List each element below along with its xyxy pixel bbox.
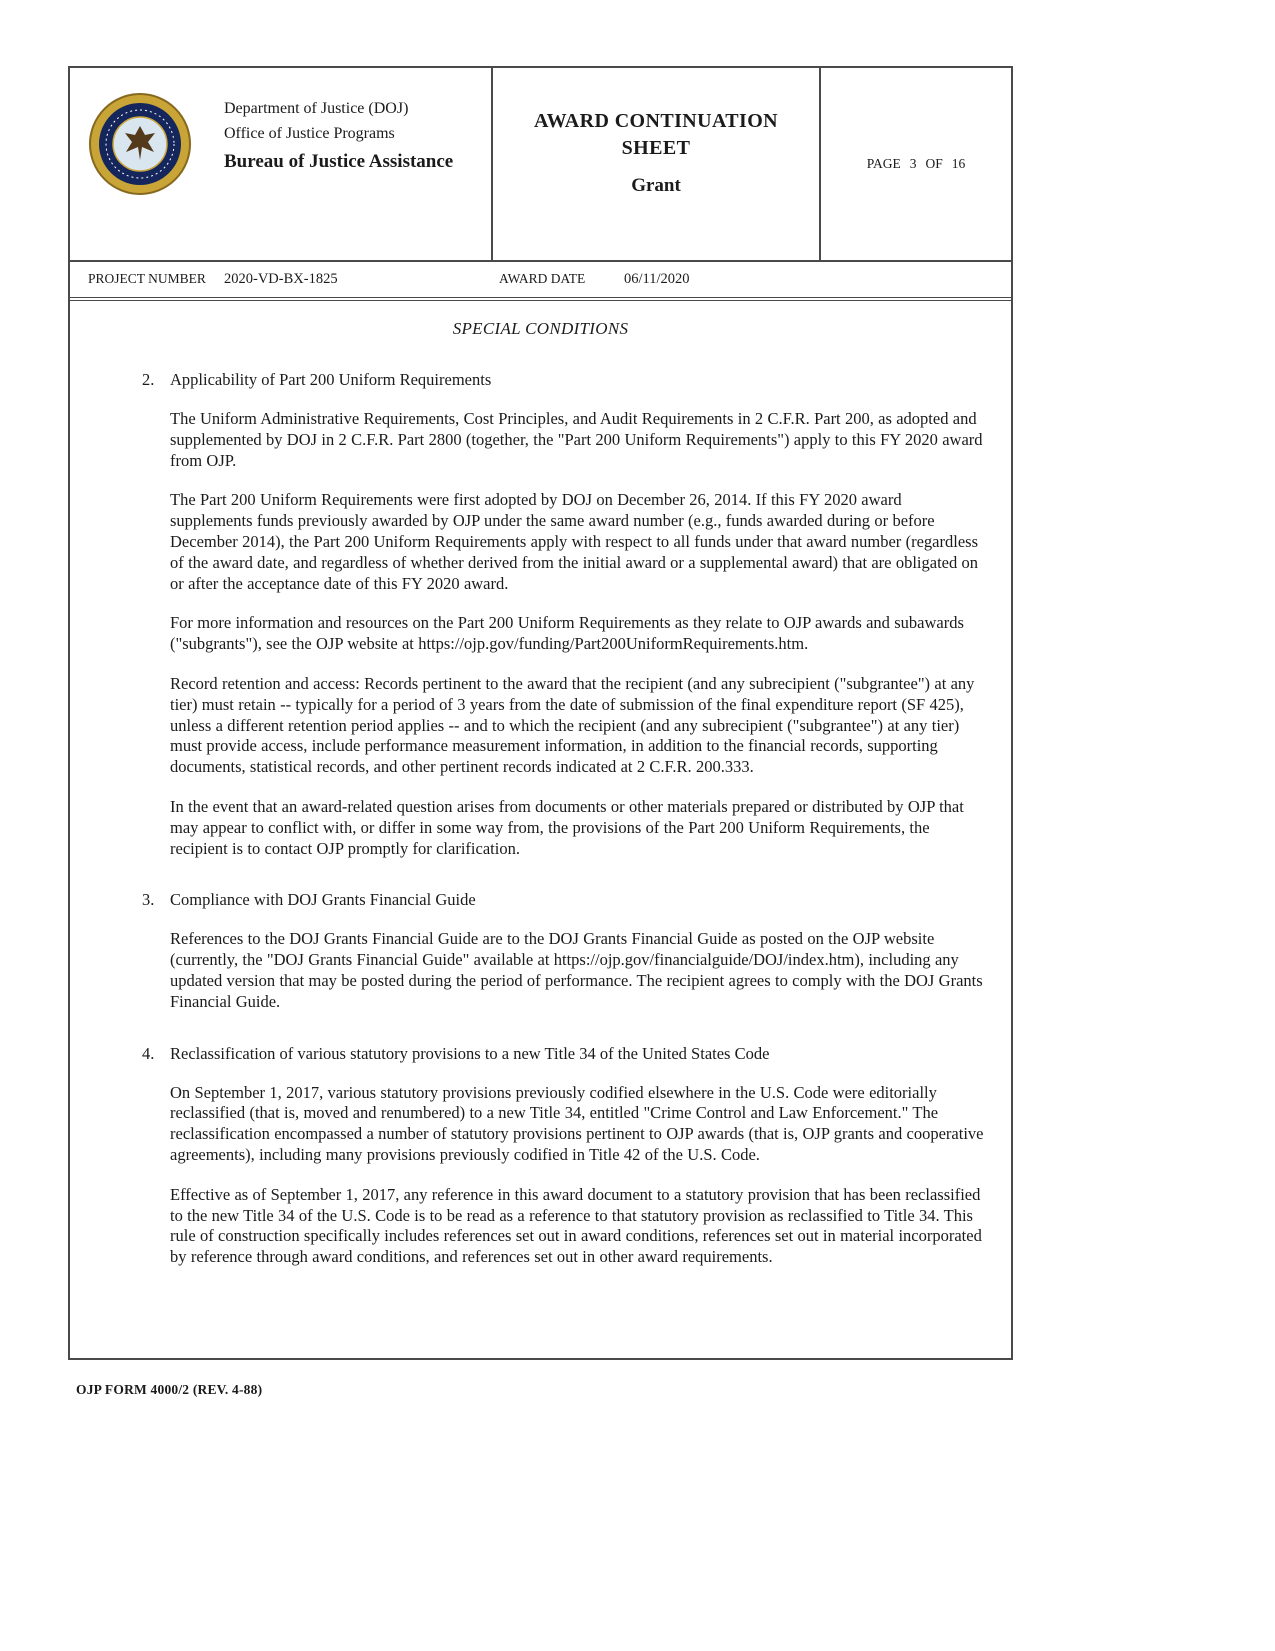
sheet-title-line1: AWARD CONTINUATION [533, 110, 779, 132]
double-rule [70, 300, 1011, 301]
agency-line-ojp: Office of Justice Programs [224, 125, 395, 142]
condition-paragraph: Record retention and access: Records pertinent to the award that the recipient (and any subrecipient ("subgrantee") at any tier) must retain -- typically for a period of 3 years from the date of submission of the final expenditure report (SF 425), unless a different retention period applies -- and to which the recipient (and any subrecipient ("subgrantee") at any tier) must provide access, include performance measurement information, in addition to the financial records, supporting documents, statistical records, and other pertinent records indicated at 2 C.F.R. 200.333. [170, 673, 975, 777]
doj-seal-icon [88, 92, 194, 260]
condition-title: Compliance with DOJ Grants Financial Guide [170, 890, 476, 910]
condition-title: Reclassification of various statutory provisions to a new Title 34 of the United States Code [170, 1043, 770, 1063]
condition-paragraph: References to the DOJ Grants Financial Guide are to the DOJ Grants Financial Guide as posted on the OJP website (currently, the "DOJ Grants Financial Guide" available at https://ojp.gov/financialguide/DOJ/index.htm), including any updated version that may be posted during the period of performance. The recipient agrees to comply with the DOJ Grants Financial Guide. [170, 929, 983, 1011]
agency-line-doj: Department of Justice (DOJ) [224, 100, 409, 117]
condition-item-4 [70, 1043, 1011, 1268]
agency-cell [70, 68, 491, 260]
condition-heading [142, 369, 987, 390]
condition-item-3 [70, 889, 1011, 1012]
condition-paragraph: The Part 200 Uniform Requirements were first adopted by DOJ on December 26, 2014. If this FY 2020 award supplements funds previously awarded by OJP under the same award number (e.g., funds awarded during or before December 2014), the Part 200 Uniform Requirements apply with respect to all funds under that award number (regardless of the award date, and regardless of whether derived from the initial award or a supplemental award) that are obligated on or after the acceptance date of this FY 2020 award. [170, 490, 979, 593]
award-date-value: 06/11/2020 [624, 271, 690, 287]
condition-paragraph: In the event that an award-related question arises from documents or other materials prepared or distributed by OJP that may appear to conflict with, or differ in some way from, the provisions of the Part 200 Uniform Requirements, the recipient is to contact OJP promptly for clarification. [170, 796, 964, 858]
sheet-title-cell [491, 68, 821, 260]
condition-paragraph: On September 1, 2017, various statutory provisions previously codified elsewhere in the U.S. Code were editorially reclassified (that is, moved and renumbered) to a new Title 34, entitled "Crime Control and Law Enforcement." The reclassification encompassed a number of statutory provisions pertinent to OJP awards (that is, OJP grants and cooperative agreements), including many provisions previously codified in Title 42 of the U.S. Code. [170, 1082, 984, 1164]
form-number: OJP FORM 4000/2 (REV. 4-88) [76, 1382, 263, 1397]
condition-heading [142, 1043, 987, 1064]
award-date-label: AWARD DATE [499, 271, 586, 286]
condition-paragraph: Effective as of September 1, 2017, any reference in this award document to a statutory provision that has been reclassified to the new Title 34 of the U.S. Code is to be read as a reference to that statutory provision as reclassified to Title 34. This rule of construction specifically includes references set out in award conditions, references set out in material incorporated by reference through award conditions, and references set out in other award requirements. [170, 1184, 982, 1267]
agency-line-bja: Bureau of Justice Assistance [224, 151, 454, 172]
page-label: PAGE [866, 156, 901, 171]
condition-item-2 [70, 369, 1011, 859]
sheet-title-grant: Grant [631, 175, 681, 196]
header [70, 68, 1011, 262]
condition-number: 3. [142, 890, 155, 910]
page-total: 16 [951, 156, 966, 171]
condition-number: 4. [142, 1043, 155, 1063]
project-number-value: 2020-VD-BX-1825 [224, 271, 338, 287]
page-indicator [821, 68, 1011, 260]
section-title: SPECIAL CONDITIONS [452, 319, 629, 338]
condition-title: Applicability of Part 200 Uniform Requirements [170, 370, 492, 389]
project-number-label: PROJECT NUMBER [88, 271, 206, 286]
award-continuation-sheet [68, 66, 1013, 1360]
page-of-label: OF [925, 156, 943, 171]
condition-paragraph: For more information and resources on the Part 200 Uniform Requirements as they relate to OJP awards and subawards ("subgrants"), see the OJP website at https://ojp.gov/funding/Part200UniformRequirements.htm. [170, 613, 964, 654]
condition-paragraph: The Uniform Administrative Requirements, Cost Principles, and Audit Requirements in 2 C.F.R. Part 200, as adopted and supplemented by DOJ in 2 C.F.R. Part 2800 (together, the "Part 200 Uniform Requirements") apply to this FY 2020 award from OJP. [170, 409, 983, 470]
special-conditions-section [70, 319, 1011, 1268]
meta-row [70, 262, 1011, 298]
page-current: 3 [909, 156, 917, 171]
sheet-title-line2: SHEET [621, 137, 691, 159]
condition-number: 2. [142, 370, 155, 389]
condition-heading [142, 889, 987, 910]
agency-names [224, 92, 453, 260]
